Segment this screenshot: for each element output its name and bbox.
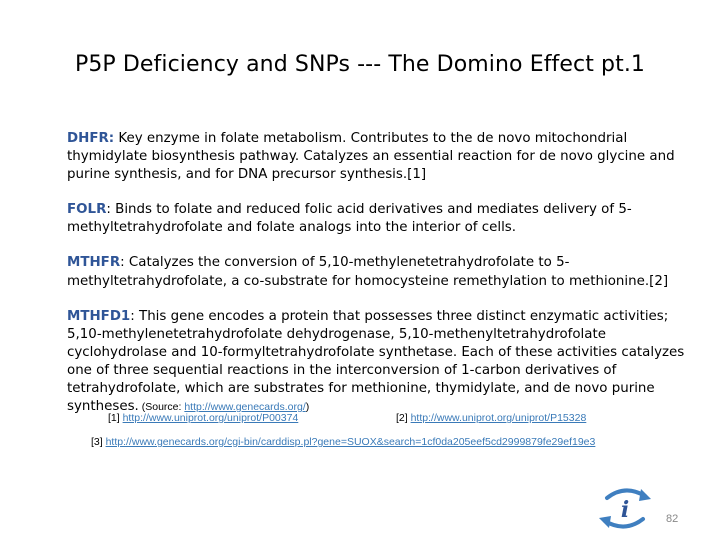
term-dhfr: DHFR: [67,131,115,146]
source-prefix: (Source: [138,401,185,414]
arrowhead-bottom-icon [599,516,611,528]
reference-1 [108,412,298,424]
reference-link-3[interactable]: http://www.genecards.org/cgi-bin/carddisp.pl?gene=SUOX&search=1cf0da205eef5cd2999879fe29ef19e3 [105,436,596,448]
arrowhead-top-icon [639,489,651,501]
source-suffix: ) [305,401,310,414]
info-icon[interactable] [595,482,655,534]
page-number: 82 [666,513,679,525]
reference-link-1[interactable]: http://www.uniprot.org/uniprot/P00374 [122,412,299,424]
paragraph-dhfr [67,130,687,184]
text-folr: : Binds to folate and reduced folic acid derivatives and mediates delivery of 5-methyltetrahydrofolate and folate analogs into the interior of cells. [67,202,632,236]
paragraph-mthfd1 [67,308,687,417]
info-letter: i [620,497,630,523]
term-mthfr: MTHFR [67,255,121,271]
reference-label: [2] [396,412,411,424]
term-mthfd1: MTHFD1 [67,308,131,324]
reference-label: [3] [91,436,106,448]
text-mthfr: : Catalyzes the conversion of 5,10-methylenetetrahydrofolate to 5-methyltetrahydrofolate, a co-substrate for homocysteine remethylation to methionine.[2] [67,255,669,289]
slide-body [67,130,687,433]
paragraph-folr [67,201,687,237]
source-link-genecards[interactable]: http://www.genecards.org/ [184,401,306,414]
text-dhfr: Key enzyme in folate metabolism. Contributes to the de novo mitochondrial thymidylate biosynthesis pathway. Catalyzes an essential reaction for de novo glycine and purine synthesis, and for DNA precursor synthesis.[1] [67,131,675,183]
reference-2 [396,412,586,424]
paragraph-mthfr [67,254,687,290]
slide-title: P5P Deficiency and SNPs --- The Domino Effect pt.1 [74,52,646,77]
term-folr: FOLR [67,202,107,218]
reference-link-2[interactable]: http://www.uniprot.org/uniprot/P15328 [410,412,587,424]
reference-3 [91,436,595,448]
text-mthfd1: : This gene encodes a protein that possesses three distinct enzymatic activities; 5,10-methylenetetrahydrofolate dehydrogenase, 5,10-methenyltetrahydrofolate cyclohydrolase and 10-formyltetrahydrofolate synthetase. Each of these activities catalyzes one of three sequential reactions in the interconversion of 1-carbon derivatives of tetrahydrofolate, which are substrates for methionine, thymidylate, and de novo purine syntheses. [67,308,685,415]
reference-label: [1] [108,412,123,424]
